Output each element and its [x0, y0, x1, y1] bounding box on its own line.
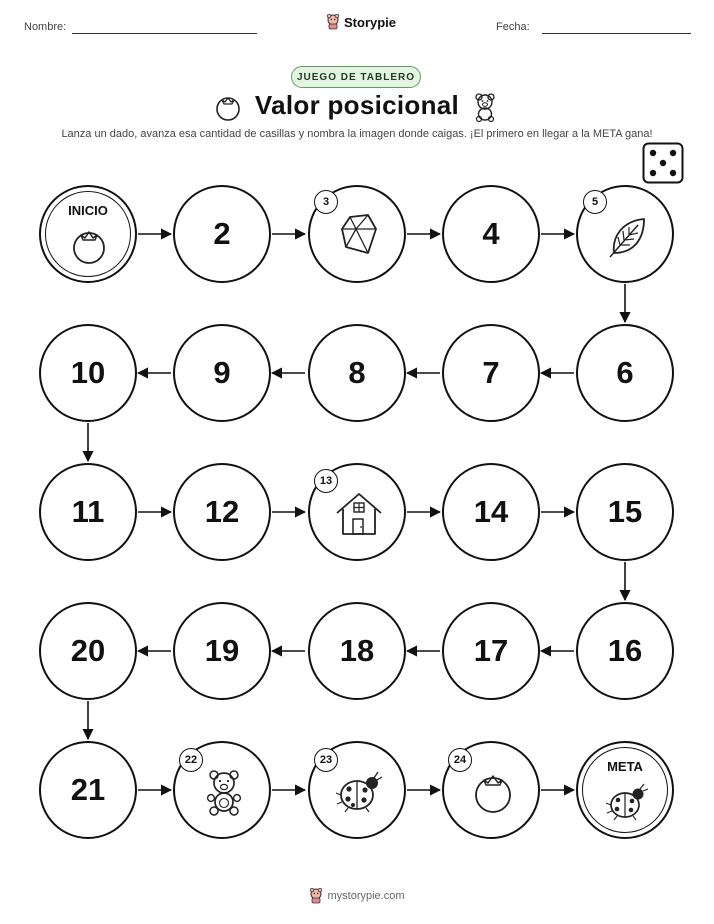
- instructions: Lanza un dado, avanza esa cantidad de casillas y nombra la imagen donde caigas. ¡El primero en llegar a la META gana!: [61, 128, 653, 140]
- crystal-icon: [338, 213, 380, 257]
- board-space-9: [173, 324, 271, 422]
- board-space-16: [576, 602, 674, 700]
- space-number: 4: [482, 216, 500, 251]
- tomato-icon: [68, 225, 110, 267]
- board-space-11: [39, 463, 137, 561]
- space-number-badge: 5: [583, 190, 607, 214]
- board-space-14: [442, 463, 540, 561]
- space-number: 12: [204, 494, 240, 529]
- board-space-15: [576, 463, 674, 561]
- page-title: Valor posicional: [254, 90, 460, 120]
- space-number: 11: [71, 494, 105, 529]
- space-number: 10: [70, 355, 106, 390]
- tomato-icon: [470, 769, 516, 815]
- brand-name: Storypie: [344, 14, 397, 30]
- space-number: 2: [213, 216, 231, 251]
- game-badge: JUEGO DE TABLERO: [291, 66, 421, 88]
- space-number: 17: [473, 633, 509, 668]
- ladybug-icon: [604, 781, 650, 821]
- space-number: 14: [473, 494, 509, 529]
- footer: [0, 888, 714, 904]
- board-space-8: [308, 324, 406, 422]
- space-number: 8: [348, 355, 366, 390]
- board-space-18: [308, 602, 406, 700]
- board-space-4: [442, 185, 540, 283]
- date-label: Fecha:: [496, 21, 530, 33]
- teddy-bear-icon: [203, 769, 245, 817]
- space-number: 19: [204, 633, 240, 668]
- space-number: 21: [70, 772, 106, 807]
- board-space-7: [442, 324, 540, 422]
- space-number-badge: 13: [314, 469, 338, 493]
- board-space-6: [576, 324, 674, 422]
- space-number: 16: [607, 633, 643, 668]
- board-space-21: [39, 741, 137, 839]
- space-number: 7: [482, 355, 500, 390]
- start-label: INICIO: [68, 203, 108, 218]
- board-space-12: [173, 463, 271, 561]
- space-number-badge: 24: [448, 748, 472, 772]
- space-number-badge: 22: [179, 748, 203, 772]
- space-number: 15: [607, 494, 643, 529]
- board-space-10: [39, 324, 137, 422]
- board-space-17: [442, 602, 540, 700]
- footer-url[interactable]: mystorypie.com: [327, 890, 405, 902]
- space-number: 20: [70, 633, 106, 668]
- finish-label: META: [607, 759, 643, 774]
- board-space-finish: [576, 741, 674, 839]
- name-label: Nombre:: [24, 21, 67, 33]
- space-number: 18: [339, 633, 375, 668]
- space-number-badge: 3: [314, 190, 338, 214]
- space-number: 9: [213, 355, 231, 390]
- space-number-badge: 23: [314, 748, 338, 772]
- leaf-icon: [608, 215, 648, 259]
- house-icon: [334, 491, 384, 537]
- space-number: 6: [616, 355, 634, 390]
- board-space-start: [39, 185, 137, 283]
- brand-logo-icon: [309, 888, 323, 904]
- ladybug-icon: [334, 769, 384, 813]
- board-space-20: [39, 602, 137, 700]
- board-space-19: [173, 602, 271, 700]
- board-space-2: [173, 185, 271, 283]
